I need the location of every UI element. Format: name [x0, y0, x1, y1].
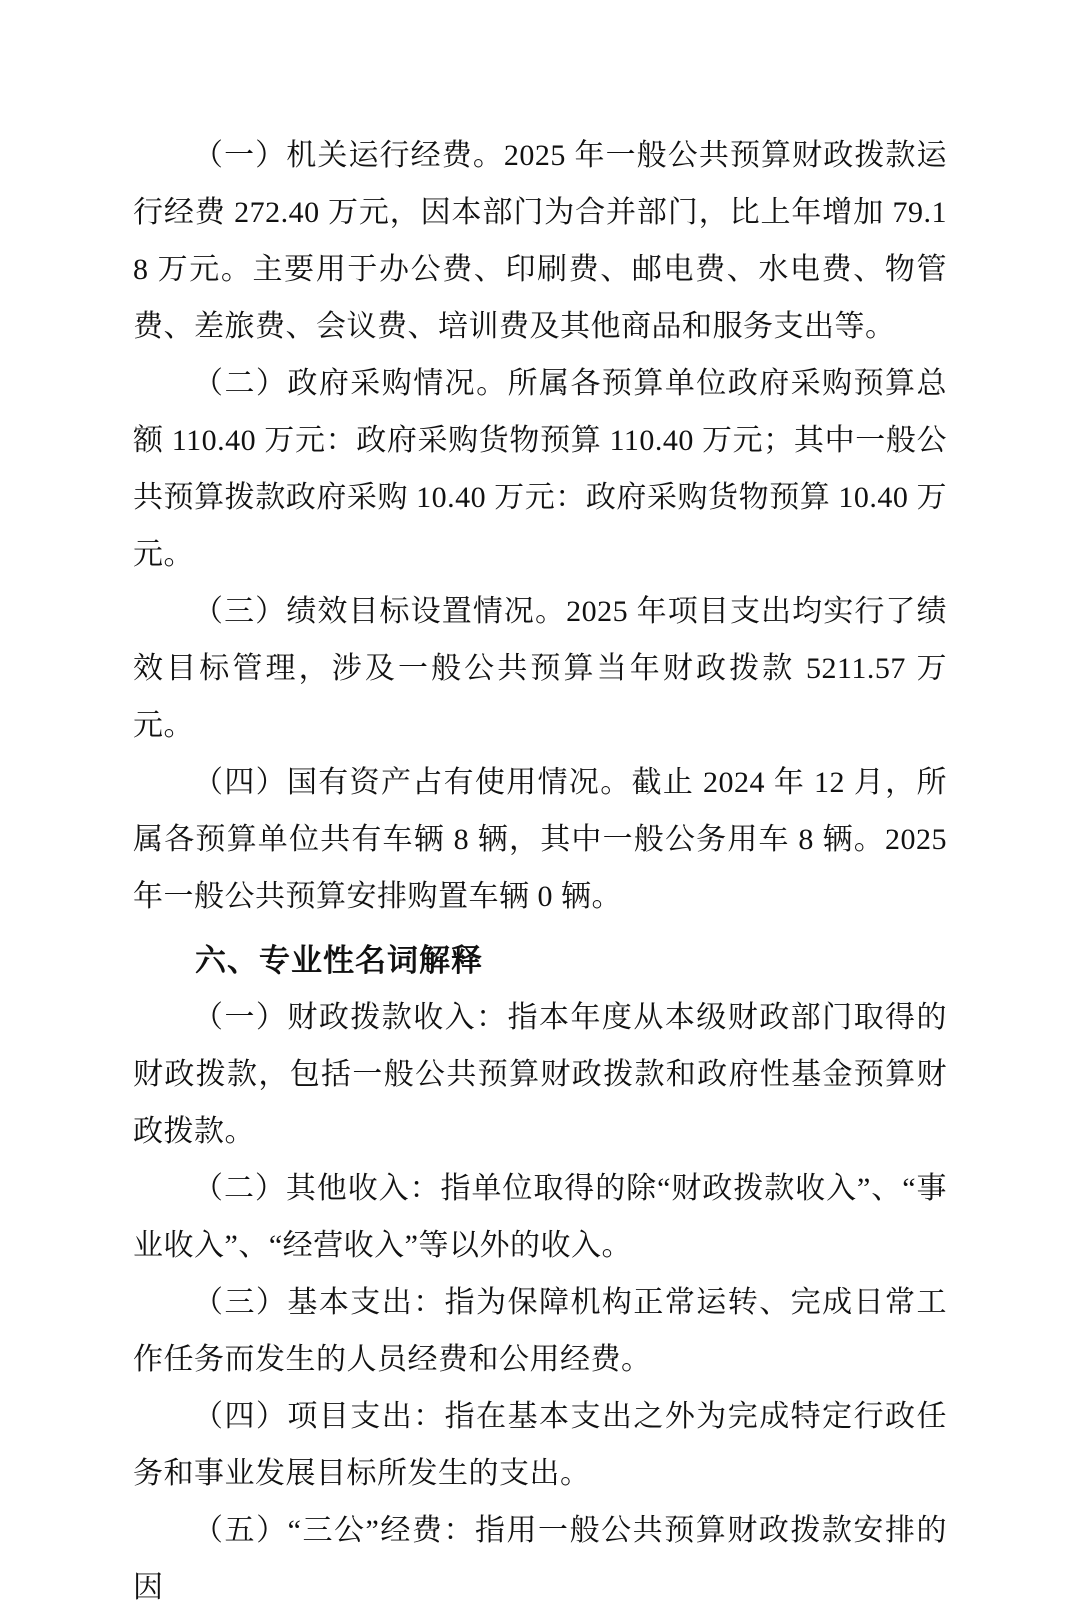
paragraph: （五）“三公”经费：指用一般公共预算财政拨款安排的因: [133, 1514, 947, 1604]
paragraph: （四）国有资产占有使用情况。截止 2024 年 12 月，所属各预算单位共有车辆 8 辆，其中一般公务用车 8 辆。2025 年一般公共预算安排购置车辆 0 辆。: [133, 766, 947, 913]
paragraph: （二）政府采购情况。所属各预算单位政府采购预算总额 110.40 万元：政府采购货物预算 110.40 万元；其中一般公共预算拨款政府采购 10.40 万元：政府采购货物预算 10.40 万元。: [133, 367, 947, 571]
paragraph: （四）项目支出：指在基本支出之外为完成特定行政任务和事业发展目标所发生的支出。: [133, 1400, 947, 1490]
section-heading: 六、专业性名词解释: [195, 943, 483, 978]
paragraph: （一）财政拨款收入：指本年度从本级财政部门取得的财政拨款，包括一般公共预算财政拨款和政府性基金预算财政拨款。: [133, 1001, 947, 1148]
document-body: [133, 127, 947, 1616]
paragraph: （三）绩效目标设置情况。2025 年项目支出均实行了绩效目标管理，涉及一般公共预算当年财政拨款 5211.57 万元。: [133, 595, 947, 742]
paragraph: （三）基本支出：指为保障机构正常运转、完成日常工作任务而发生的人员经费和公用经费。: [133, 1286, 947, 1376]
paragraph: （二）其他收入：指单位取得的除“财政拨款收入”、“事业收入”、“经营收入”等以外的收入。: [133, 1172, 947, 1262]
paragraph: （一）机关运行经费。2025 年一般公共预算财政拨款运行经费 272.40 万元，因本部门为合并部门，比上年增加 79.18 万元。主要用于办公费、印刷费、邮电费、水电费、物管费、差旅费、会议费、培训费及其他商品和服务支出等。: [133, 139, 947, 343]
